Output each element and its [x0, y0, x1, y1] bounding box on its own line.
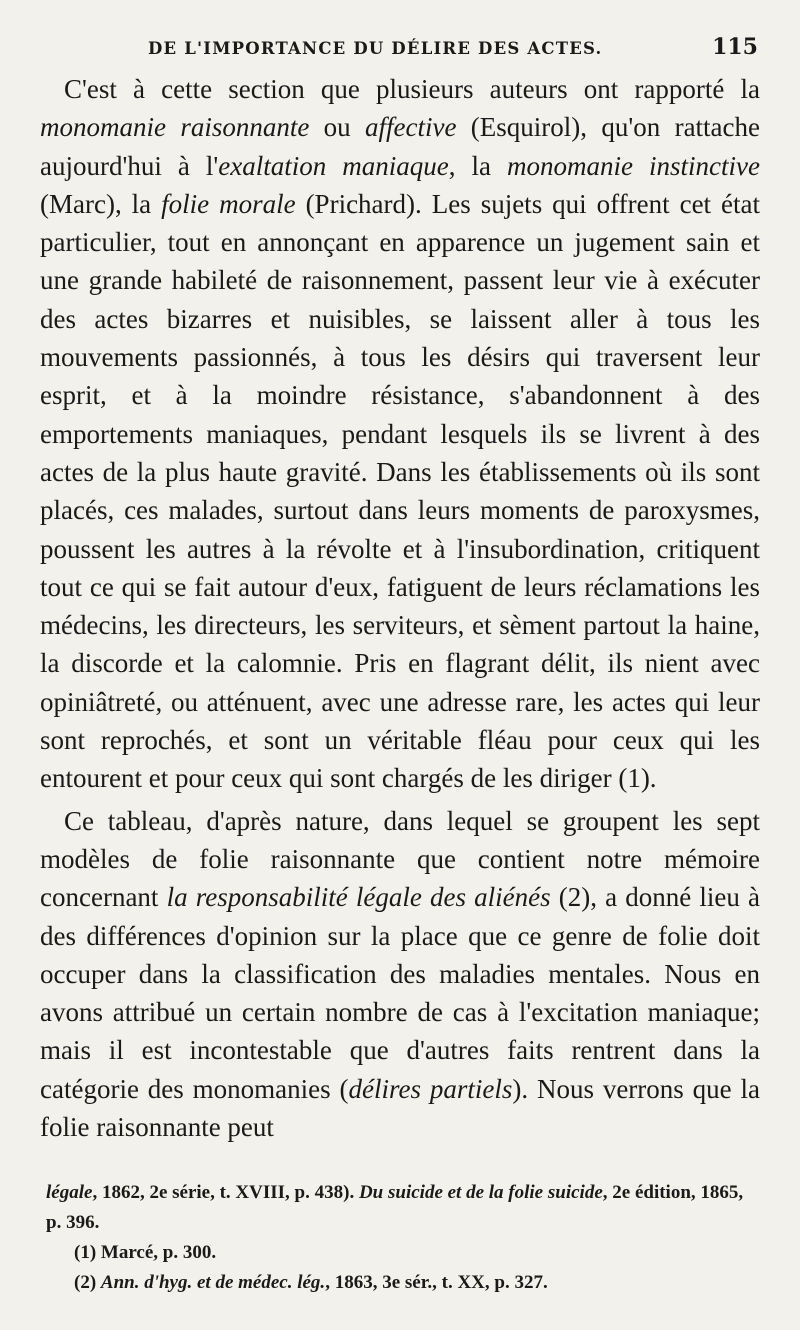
text-run: (2) — [74, 1272, 101, 1293]
text-run: ). Nous verrons que la folie raisonnante peut — [40, 1073, 760, 1143]
text-run: (Esquirol), qu'on rattache aujourd'hui à l' — [40, 112, 761, 181]
text-run: ou — [309, 112, 366, 143]
text-run: , 2e édition, 1865, p. 396. — [46, 1182, 744, 1233]
running-header — [148, 34, 758, 60]
footnote-1: (1) Marcé, p. 300. — [74, 1242, 217, 1263]
italic-term: affective — [365, 112, 457, 143]
italic-title: Du suicide et de la folie suicide — [358, 1182, 603, 1203]
text-run: (2), a donné lieu à des différences d'opinion sur la place que ce genre de folie doit occuper dans la classification des maladies mentales. Nous en avons attribué un certain nombre de cas à l'excitation maniaque; mais il est incontestable que d'autres faits rentrent dans la catégorie des monomanies ( — [40, 882, 761, 1104]
italic-title: Ann. d'hyg. et de médec. lég. — [100, 1272, 326, 1293]
footnote-continuation — [40, 1178, 760, 1238]
footnotes — [40, 1178, 760, 1298]
page-number: 115 — [712, 34, 758, 60]
italic-term: légale — [46, 1182, 93, 1203]
text-run: , la — [448, 150, 508, 181]
text-run: , 1863, 3e sér., t. XX, p. 327. — [325, 1272, 548, 1293]
italic-title: la responsabilité légale des aliénés — [166, 882, 551, 913]
text-run: (Marc), la — [40, 188, 162, 219]
italic-term: monomanie raisonnante — [40, 112, 310, 143]
text-run: , 1862, 2e série, t. XVIII, p. 438). — [92, 1182, 359, 1203]
italic-term: folie morale — [161, 188, 296, 219]
italic-term: délires partiels — [348, 1073, 513, 1104]
text-run: Ce tableau, d'après nature, dans lequel se groupent les sept modèles de folie raisonnante que contient notre mémoire concernant — [40, 805, 760, 913]
running-title: DE L'IMPORTANCE DU DÉLIRE DES ACTES. — [148, 39, 603, 58]
italic-term: monomanie instinctive — [507, 150, 760, 181]
text-run: (Prichard). Les sujets qui offrent cet état particulier, tout en annonçant en apparence un jugement sain et une grande habileté de raisonnement, passent leur vie à exécuter des actes bizarres et nuisibles, se laissent aller à tous les mouvements passionnés, à tous les désirs qui traversent leur esprit, et à la moindre résistance, s'abandonnent à des emportements maniaques, pendant lesquels ils se livrent à des actes de la plus haute gravité. Dans les établissements où ils sont placés, ces malades, surtout dans leurs moments de paroxysmes, poussent les autres à la révolte et à l'insubordination, critiquent tout ce qui se fait autour d'eux, fatiguent de leurs réclamations les médecins, les directeurs, les serviteurs, et sèment partout la haine, la discorde et la calomnie. Pris en flagrant délit, ils nient avec opiniâtreté, ou atténuent, avec une adresse rare, les actes qui leur sont reprochés, et sont un véritable fléau pour ceux qui les entourent et pour ceux qui sont chargés de les diriger (1). — [40, 188, 760, 794]
body-text — [40, 70, 760, 1146]
paragraph-1 — [40, 70, 760, 798]
footnote-2 — [40, 1268, 760, 1298]
text-run: C'est à cette section que plusieurs auteurs ont rapporté la — [64, 74, 760, 104]
italic-term: exaltation maniaque — [218, 150, 449, 181]
paragraph-2 — [40, 802, 760, 1147]
